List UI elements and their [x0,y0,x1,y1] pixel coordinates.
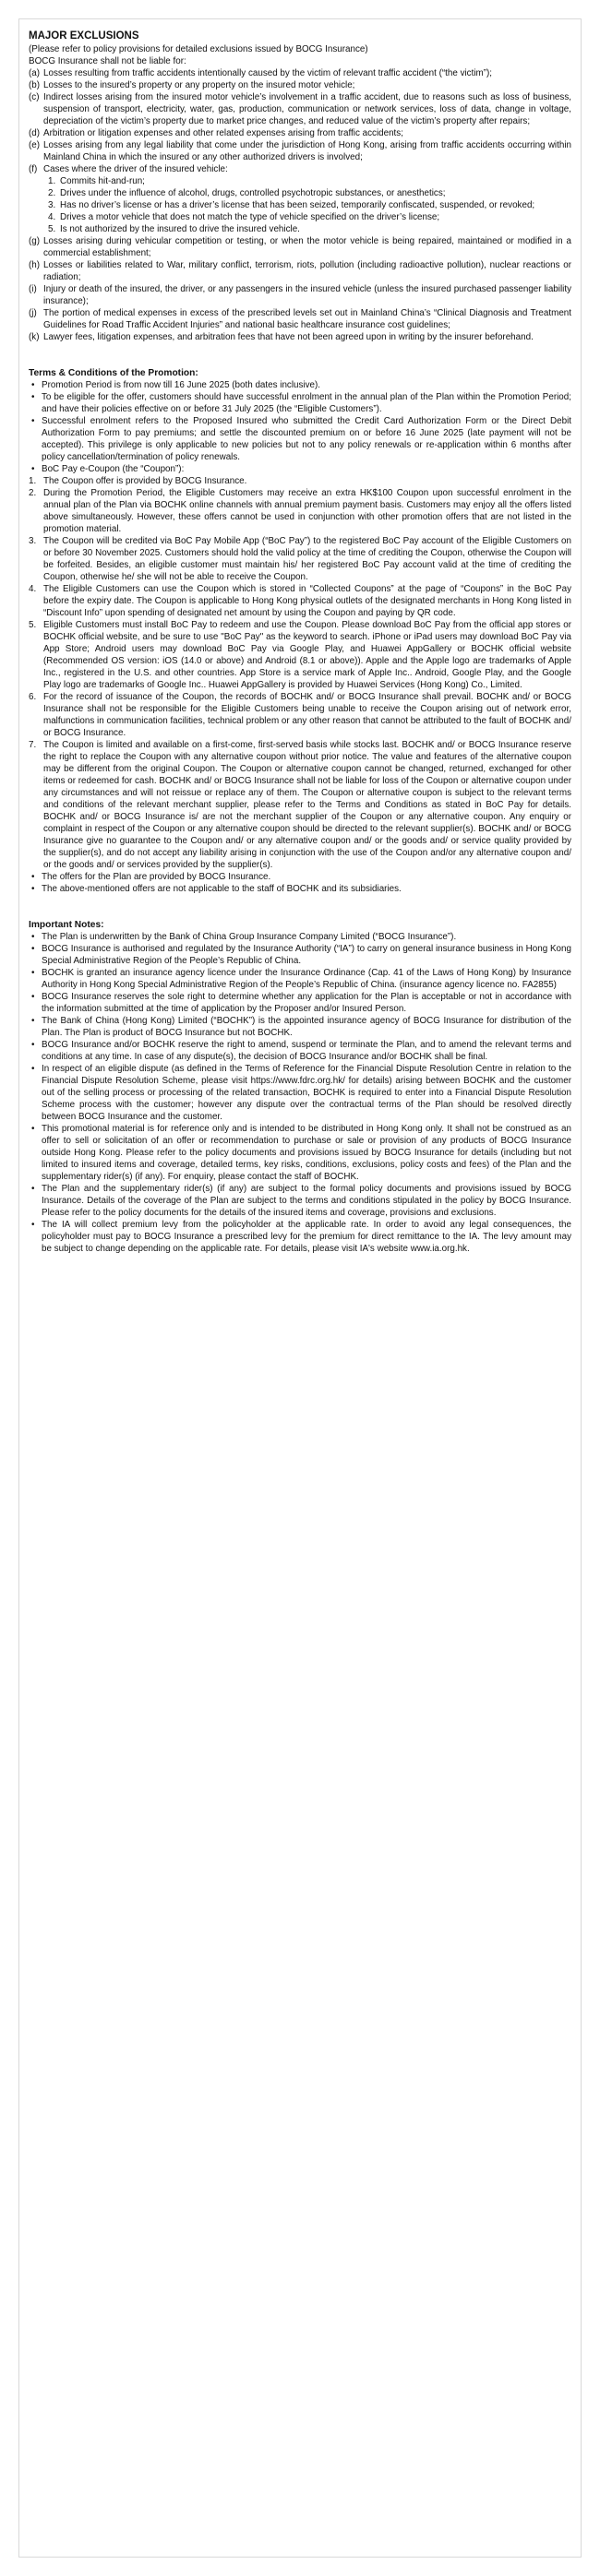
coupon-term-text: Eligible Customers must install BoC Pay to redeem and use the Coupon. Please download BoC Pay from the official app stores or BOCHK official website, and be sure to use "BoC Pay" as the keyword to search. iPhone or iPad users may download BoC Pay via App Store; Android users may download BoC Pay via Google Play, and Huawei AppGallery or BOCHK official website (Recommended OS version: iOS (14.0 or above) and Android (8.1 or above)). Apple and the Apple logo are trademarks of Apple Inc., registered in the U.S. and other countries. App Store is a service mark of Apple Inc.. Android, Google Play, and the Google Play logo are trademarks of Google Inc.. Huawei AppGallery is provided by Huawei Services (Hong Kong) Co., Limited. [43,620,571,690]
notes-bullet-text: This promotional material is for reference only and is intended to be distributed in Hong Kong only. It shall not be construed as an offer to sell or solicitation of an offer or recommendation to purchase or sale or provision of any products of BOCG Insurance outside Hong Kong. Please refer to the policy documents and provisions issued by BOCG Insurance for details (including but not limited to insured items and coverage, detailed terms, key risks, conditions, exclusions, policy costs and fees) of the Plan and the supplementary rider(s) (if any). For enquiry, please contact the staff of BOCHK. [42,1124,571,1182]
notes-bullet-text: BOCG Insurance and/or BOCHK reserve the right to amend, suspend or terminate the Plan, and to amend the relevant terms and conditions at any time. In case of any dispute(s), the decision of BOCG Insurance and/or BOCHK shall be final. [42,1040,571,1062]
coupon-term-label: 4. [29,584,37,594]
driver-condition-label: 2. [48,188,56,198]
notes-bullet-text: The Plan is underwritten by the Bank of China Group Insurance Company Limited (“BOCG Insurance”). [42,932,457,942]
exclusion-text: Lawyer fees, litigation expenses, and arbitration fees that have not been agreed upon in writing by the insurer beforehand. [43,332,534,342]
exclusions-intro: BOCG Insurance shall not be liable for: [29,56,186,66]
notes-bullet [29,1123,571,1183]
terms-bullet-text: The above-mentioned offers are not applicable to the staff of BOCHK and its subsidiaries. [42,884,402,894]
exclusion-label: (a) [29,68,41,78]
coupon-term [29,535,571,583]
driver-condition-item [43,187,571,199]
exclusion-text: Injury or death of the insured, the driver, or any passengers in the insured vehicle (unless the insured purchased passenger liability insurance); [43,284,571,306]
exclusion-label: (b) [29,80,41,90]
notes-bullet-text: In respect of an eligible dispute (as defined in the Terms of Reference for the Financial Dispute Resolution Centre in relation to the Financial Dispute Resolution Scheme, please visit https://www.fdrc.org.hk/ for details) arising between BOCHK and the customer out of the selling process or processing of the related transaction, BOCHK is required to enter into a Financial Dispute Resolution Scheme process with the customer; however any dispute over the contractual terms of the Plan should be resolved directly between BOCG Insurance and the customer. [42,1064,571,1122]
coupon-term-label: 3. [29,536,37,546]
bullet-icon: • [31,1184,35,1194]
exclusion-item [29,139,571,163]
coupon-term-text: The Eligible Customers can use the Coupon which is stored in “Collected Coupons” at the page of “Coupons” in the BoC Pay before the expiry date. The Coupon is applicable to Hong Kong physical outlets of the designated merchants in Hong Kong listed in “Discount Info” upon spending of designated net amount by using the Coupon and paying by QR code. [43,584,571,618]
exclusion-text: Indirect losses arising from the insured motor vehicle’s involvement in a traffic accident, due to reasons such as loss of business, suspension of transport, electricity, water, gas, production, communication or network services, loss of data, change in voltage, depreciation of the victim’s property due to market price changes, and reduced value of the victim’s property after repairs; [43,92,571,126]
driver-condition-text: Drives a motor vehicle that does not match the type of vehicle specified on the driver’s license; [60,212,440,222]
terms-bullet [29,871,571,883]
exclusion-item [29,235,571,259]
terms-bullet-text: Successful enrolment refers to the Proposed Insured who submitted the Credit Card Authorization Form or the Direct Debit Authorization Form to pay premiums; and settle the discounted premium on or before 16 June 2025 (late payment will not be accepted). This privilege is only applicable to new policies but not to any policy renewals or re-application within 6 months after policy cancellation/termination of policy renewals. [42,416,571,462]
terms-bullet-text: The offers for the Plan are provided by BOCG Insurance. [42,872,271,882]
exclusion-text: Cases where the driver of the insured vehicle: [43,164,228,174]
exclusion-text: Losses resulting from traffic accidents intentionally caused by the victim of relevant traffic accident (“the victim”); [43,68,493,78]
exclusion-item [29,283,571,307]
coupon-term-text: During the Promotion Period, the Eligible Customers may receive an extra HK$100 Coupon upon successful enrolment in the annual plan of the Plan via BOCHK online channels with annual premium payment basis. Customers may enjoy all the offers listed above simultaneously. However, these offers cannot be used in conjunction with other promotion offers that are not listed in the promotion material. [43,488,571,534]
coupon-term-label: 5. [29,620,37,630]
exclusion-label: (j) [29,308,37,318]
terms-bullet [29,883,571,895]
terms-bullet-text: Promotion Period is from now till 16 June 2025 (both dates inclusive). [42,380,321,390]
driver-condition-item [43,211,571,223]
bullet-icon: • [31,884,35,894]
coupon-term [29,475,571,487]
driver-condition-text: Has no driver’s license or has a driver’s license that has been seized, temporarily confiscated, suspended, or revoked; [60,200,535,210]
notes-bullet-text: BOCHK is granted an insurance agency licence under the Insurance Ordinance (Cap. 41 of the Laws of Hong Kong) by Insurance Authority in Hong Kong Special Administrative Region of the People’s Republic of China. (insurance agency licence no. FA2855) [42,968,571,990]
exclusion-item [29,307,571,331]
notes-bullet [29,1063,571,1123]
notes-bullet [29,991,571,1015]
exclusion-label: (d) [29,128,41,138]
notes-bullet [29,1183,571,1219]
terms-bullet [29,379,571,391]
notes-bullet [29,967,571,991]
bullet-icon: • [31,380,35,390]
driver-condition-label: 3. [48,200,56,210]
bullet-icon: • [31,392,35,402]
notes-bullet-text: The IA will collect premium levy from the policyholder at the applicable rate. In order to avoid any legal consequences, the policyholder must pay to BOCG Insurance a prescribed levy for the premium for direct remittance to the IA. The levy amount may be subject to change depending on the applicable rate. For details, please visit IA's website www.ia.org.hk. [42,1220,571,1254]
bullet-icon: • [31,944,35,954]
exclusion-item [29,127,571,139]
terms-title: Terms & Conditions of the Promotion: [29,368,198,378]
driver-condition-text: Drives under the influence of alcohol, drugs, controlled psychotropic substances, or anesthetics; [60,188,446,198]
driver-condition-label: 4. [48,212,56,222]
exclusions-note: (Please refer to policy provisions for detailed exclusions issued by BOCG Insurance) [29,44,368,54]
coupon-term-text: The Coupon is limited and available on a first-come, first-served basis while stocks last. BOCHK and/ or BOCG Insurance reserve the right to replace the Coupon with any alternative coupon without prior notice. The value and features of the alternative coupon may be different from the original Coupon. The Coupon or alternative coupon cannot be changed, returned, exchanged for other items or redeemed for cash. BOCHK and/ or BOCG Insurance shall not be liable for loss of the Coupon or alternative coupon under any circumstances and will not reissue or replace any of them. The Coupon or alternative coupon is subject to the relevant terms and conditions of the relevant merchant supplier, please refer to the Terms and Conditions as stated in BoC Pay for details. BOCHK and/ or BOCG Insurance is/ are not the merchant supplier of the Coupon or any alternative coupon. Any enquiry or complaint in respect of the Coupon or any alternative coupon should be directed to the relevant supplier(s). BOCHK and/ or BOCG Insurance give no guarantee to the Coupon and/ or any alternative coupon and/ or the goods and/ or service quality provided by the supplier(s), and do not accept any liability arising in conjunction with the use of the Coupon and/or any alternative coupon and/ or the goods and/ or services provided by the supplier(s). [43,740,571,870]
exclusion-label: (f) [29,164,38,174]
exclusions-title: MAJOR EXCLUSIONS [29,30,139,42]
notes-bullet [29,931,571,943]
coupon-term-text: The Coupon offer is provided by BOCG Insurance. [43,476,247,486]
exclusion-label: (i) [29,284,37,294]
terms-bullet [29,391,571,415]
exclusion-text: Losses to the insured’s property or any property on the insured motor vehicle; [43,80,355,90]
notes-bullet-text: BOCG Insurance reserves the sole right to determine whether any application for the Plan is acceptable or not in accordance with the information submitted at the time of application by the Proposer and/or Insured Person. [42,992,571,1014]
coupon-term-label: 6. [29,692,37,702]
bullet-icon: • [31,1220,35,1230]
bullet-icon: • [31,416,35,426]
bullet-icon: • [31,464,35,474]
bullet-icon: • [31,932,35,942]
coupon-term [29,619,571,691]
exclusion-label: (h) [29,260,41,270]
bullet-icon: • [31,1124,35,1134]
notes-bullet-text: The Plan and the supplementary rider(s) (if any) are subject to the formal policy documents and provisions issued by BOCG Insurance. Details of the coverage of the Plan are subject to the terms and conditions stipulated in the policy by BOCG Insurance. Please refer to the policy documents for the details of the insured items and coverage, provisions and exclusions. [42,1184,571,1218]
exclusion-text: The portion of medical expenses in excess of the prescribed levels set out in Mainland China’s “Clinical Diagnosis and Treatment Guidelines for Road Traffic Accident Injuries” and national basic healthcare insurance cost guidelines; [43,308,571,330]
coupon-term [29,691,571,739]
exclusion-text: Losses arising from any legal liability that come under the jurisdiction of Hong Kong, arising from traffic accidents occurring within Mainland China in which the insured or any other authorized drivers is involved; [43,140,571,162]
bullet-icon: • [31,872,35,882]
terms-bullet [29,463,571,475]
coupon-term [29,583,571,619]
notes-bullet-text: BOCG Insurance is authorised and regulated by the Insurance Authority (“IA”) to carry on general insurance business in Hong Kong Special Administrative Region of the People’s Republic of China. [42,944,571,966]
bullet-icon: • [31,1016,35,1026]
coupon-term-label: 1. [29,476,37,486]
exclusion-item [29,67,571,79]
coupon-term [29,739,571,871]
exclusion-item [29,259,571,283]
driver-condition-text: Commits hit-and-run; [60,176,145,186]
coupon-term [29,487,571,535]
notes-bullet [29,1219,571,1255]
exclusion-item [29,79,571,91]
bullet-icon: • [31,968,35,978]
exclusion-item [29,331,571,343]
exclusion-text: Losses arising during vehicular competition or testing, or when the motor vehicle is being repaired, maintained or modified in a commercial establishment; [43,236,571,258]
coupon-term-text: The Coupon will be credited via BoC Pay Mobile App (“BoC Pay”) to the registered BoC Pay account of the Eligible Customers on or before 30 November 2025. Customers should hold the valid policy at the time of crediting the Coupon, otherwise the Coupon will be forfeited. Besides, an eligible customer must maintain his/ her registered BoC Pay account valid at the time of crediting the Coupon, otherwise he/ she will not be able to receive the Coupon. [43,536,571,582]
driver-condition-item [43,175,571,187]
exclusion-label: (c) [29,92,40,102]
bullet-icon: • [31,1040,35,1050]
exclusion-item [29,163,571,175]
notes-bullet [29,1015,571,1039]
bullet-icon: • [31,1064,35,1074]
coupon-term-label: 7. [29,740,37,750]
driver-condition-label: 5. [48,224,56,234]
notes-bullet-text: The Bank of China (Hong Kong) Limited (“BOCHK”) is the appointed insurance agency of BOCG Insurance for distribution of the Plan. The Plan is product of BOCG Insurance but not BOCHK. [42,1016,571,1038]
exclusion-label: (k) [29,332,40,342]
driver-condition-text: Is not authorized by the insured to drive the insured vehicle. [60,224,300,234]
exclusion-label: (e) [29,140,41,150]
exclusion-item [29,91,571,127]
exclusion-text: Losses or liabilities related to War, military conflict, terrorism, riots, pollution (including radioactive pollution), nuclear reactions or radiation; [43,260,571,282]
exclusion-text: Arbitration or litigation expenses and other related expenses arising from traffic accidents; [43,128,403,138]
notes-bullet [29,943,571,967]
notes-bullet [29,1039,571,1063]
notes-title: Important Notes: [29,920,104,930]
terms-bullet [29,415,571,463]
coupon-term-label: 2. [29,488,37,498]
terms-bullet-text: BoC Pay e-Coupon (the “Coupon”): [42,464,185,474]
exclusion-label: (g) [29,236,41,246]
disclaimer-document [18,18,582,2558]
bullet-icon: • [31,992,35,1002]
driver-condition-label: 1. [48,176,56,186]
terms-bullet-text: To be eligible for the offer, customers should have successful enrolment in the annual plan of the Plan within the Promotion Period; and have their policies effective on or before 31 July 2025 (the “Eligible Customers”). [42,392,571,414]
driver-condition-item [43,223,571,235]
driver-condition-item [43,199,571,211]
coupon-term-text: For the record of issuance of the Coupon, the records of BOCHK and/ or BOCG Insurance shall prevail. BOCHK and/ or BOCG Insurance shall not be responsible for the Eligible Customers being unable to receive the Coupon arising out of network error, malfunctions in communication facilities, technical problem or any other reason that cannot be attributed to the fault of BOCHK and/ or BOCG Insurance. [43,692,571,738]
